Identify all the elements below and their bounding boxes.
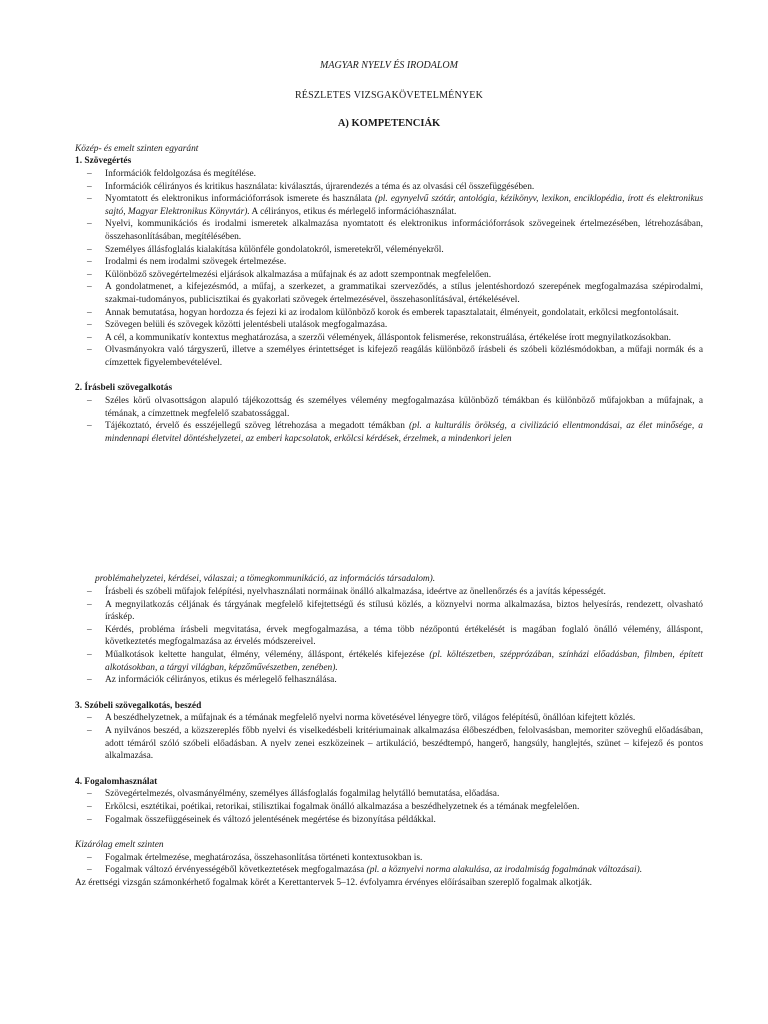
dash-bullet: – xyxy=(87,675,92,686)
list-item xyxy=(75,269,703,282)
section-4-list xyxy=(75,788,703,826)
item-text: Olvasmányokra való tárgyszerű, illetve a személyes érintettséget is kifejező reagálás különböző írásbeli és szóbeli közlésmódokban, a műfaji normák és a címzettek figyelembevételével. xyxy=(105,345,703,368)
list-item xyxy=(75,864,703,877)
item-text: A célirányos, etikus és mérlegelő információhasználat. xyxy=(249,206,457,217)
section-4-heading: 4. Fogalomhasználat xyxy=(75,776,158,787)
dash-bullet: – xyxy=(87,320,92,331)
item-text: Információk feldolgozása és megítélése. xyxy=(105,168,256,179)
section-2-list-continued xyxy=(75,586,703,687)
dash-bullet: – xyxy=(87,244,92,255)
dash-bullet: – xyxy=(87,852,92,863)
dash-bullet: – xyxy=(87,219,92,230)
dash-bullet: – xyxy=(87,587,92,598)
item-text: Műalkotások keltette hangulat, élmény, vélemény, álláspont, értékelés kifejezése xyxy=(105,650,430,660)
dash-bullet: – xyxy=(87,345,92,356)
item-text-italic: (pl. egynyelvű szótár, antológia, kézikönyv, lexikon, enciklopédia, írott és elektronikus sajtó, Magyar Elektronikus Könyvtár). xyxy=(105,194,703,217)
item-text: Irodalmi és nem irodalmi szövegek értelmezése. xyxy=(105,257,287,268)
item-text-italic: (pl. költészetben, szépprózában, színházi előadásban, filmben, épített alkotásokban, a tárgyi világban, képzőművészetben, zenében). xyxy=(105,650,703,673)
list-item xyxy=(75,674,703,687)
list-item xyxy=(75,801,703,814)
item-text: A beszédhelyzetnek, a műfajnak és a témának megfelelő nyelvi norma követésével lényegre törő, világos felépítésű, önállóan kifejtett közlés. xyxy=(105,713,636,724)
dash-bullet: – xyxy=(87,282,92,293)
section-1-heading: 1. Szövegértés xyxy=(75,156,132,167)
item-text: Az információk célirányos, etikus és mérlegelő felhasználása. xyxy=(105,675,337,686)
section-2-continuation: problémahelyzetei, kérdései, válaszai; a tömegkommunikáció, az információs társadalom). xyxy=(95,574,436,585)
item-text: Információk célirányos és kritikus használata: kiválasztás, újrarendezés a téma és az olvasási cél összefüggésében. xyxy=(105,181,535,192)
item-text: Kérdés, probléma írásbeli megvitatása, érvek megfogalmazása, a téma több nézőpontú értékelését is magában foglaló önálló vélemény, álláspont, következtetés megfogalmazása az érvelés módszereivel. xyxy=(105,624,703,648)
item-text: A cél, a kommunikatív kontextus meghatározása, a szerzői vélemények, álláspontok felismerése, rekonstruálása, értékelése írott megnyilatkozásokban. xyxy=(105,332,671,343)
dash-bullet: – xyxy=(87,307,92,318)
item-text: Szövegértelmezés, olvasmányélmény, személyes állásfoglalás fogalmilag helytálló bemutatása, előadása. xyxy=(105,789,500,800)
document-title: MAGYAR NYELV ÉS IRODALOM xyxy=(320,60,458,71)
list-item xyxy=(75,725,703,763)
list-item xyxy=(75,218,703,243)
item-text: Tájékoztató, érvelő és esszéjellegű szöveg létrehozása a megadott témákban xyxy=(105,421,410,432)
item-text: Fogalmak változó érvényességéből következtetések megfogalmazása xyxy=(105,865,367,876)
section-3-heading: 3. Szóbeli szövegalkotás, beszéd xyxy=(75,700,202,711)
item-text-italic: (pl. a kulturális örökség, a civilizáció ellentmondásai, az élet minősége, a mindennapi életvitel döntéshelyzetei, az emberi kapcsolatok, erkölcsi kérdések, érzelmek, a mindenkori jelen xyxy=(105,421,703,444)
list-item xyxy=(75,814,703,827)
dash-bullet: – xyxy=(87,194,92,205)
section-2-heading: 2. Írásbeli szövegalkotás xyxy=(75,383,173,394)
dash-bullet: – xyxy=(87,396,92,407)
dash-bullet: – xyxy=(87,789,92,800)
list-item xyxy=(75,193,703,218)
item-text-italic: (pl. a köznyelvi norma alakulása, az irodalmiság fogalmának változásai). xyxy=(366,865,643,876)
section-3-list xyxy=(75,712,703,762)
item-text: Fogalmak összefüggéseinek és változó jelentésének megértése és bizonyítása példákkal. xyxy=(105,814,436,825)
list-item xyxy=(75,624,703,649)
list-item xyxy=(75,181,703,194)
item-text: A nyilvános beszéd, a közszereplés főbb nyelvi és viselkedésbeli kritériumainak alkalmazása élőbeszédben, felolvasásban, memoriter szöveghű előadásában, adott témáról szóló szóbeli előadásban. A nyelv zenei eszközeinek – artikuláció, beszédtempó, hangerő, hangsúly, hanglejtés, szünet – kifejező és pontos alkalmazása. xyxy=(105,725,703,762)
item-text: A megnyilatkozás céljának és tárgyának megfelelő kifejtettségű és stílusú közlés, a köznyelvi norma alkalmazása, biztos helyesírás, rendezett, olvasható íráskép. xyxy=(105,599,703,623)
list-item xyxy=(75,332,703,345)
dash-bullet: – xyxy=(87,801,92,812)
section-5-list xyxy=(75,852,703,877)
dash-bullet: – xyxy=(87,168,92,179)
list-item xyxy=(75,788,703,801)
item-text: Nyomtatott és elektronikus információforrások ismerete és használata xyxy=(105,194,375,205)
item-text: Személyes állásfoglalás kialakítása különféle gondolatokról, ismeretekről, véleményekről. xyxy=(105,244,444,255)
list-item xyxy=(75,599,703,624)
list-item xyxy=(75,244,703,257)
dash-bullet: – xyxy=(87,181,92,192)
list-item xyxy=(75,712,703,725)
list-item xyxy=(75,852,703,865)
dash-bullet: – xyxy=(87,269,92,280)
list-item xyxy=(75,168,703,181)
dash-bullet: – xyxy=(87,257,92,268)
section-heading-competencies: A) KOMPETENCIÁK xyxy=(337,118,441,130)
item-text: Különböző szövegértelmezési eljárások alkalmazása a műfajnak és az adott szempontnak megfelelően. xyxy=(105,269,492,280)
list-item xyxy=(75,307,703,320)
document-page xyxy=(75,60,703,890)
list-item xyxy=(75,256,703,269)
level-note-advanced: Kizárólag emelt szinten xyxy=(75,840,164,851)
dash-bullet: – xyxy=(87,814,92,825)
dash-bullet: – xyxy=(87,421,92,432)
item-text: Erkölcsi, esztétikai, poétikai, retorikai, stilisztikai fogalmak önálló alkalmazása a beszédhelyzetnek és a témának megfelelően. xyxy=(105,801,580,812)
section-2-list xyxy=(75,395,703,445)
dash-bullet: – xyxy=(87,725,92,736)
list-item xyxy=(75,420,703,445)
document-subtitle: RÉSZLETES VIZSGAKÖVETELMÉNYEK xyxy=(294,89,484,101)
list-item xyxy=(75,344,703,369)
item-text: A gondolatmenet, a kifejezésmód, a műfaj, a szerkezet, a grammatikai szerveződés, a stílus jelentéshordozó szerepének megfogalmazása szépirodalmi, szakmai-tudományos, publicisztikai és gyakorlati szövegek értelmezésével, összehasonlításával, értékelésével. xyxy=(105,282,703,305)
level-note-both: Közép- és emelt szinten egyaránt xyxy=(75,143,199,154)
list-item xyxy=(75,586,703,599)
dash-bullet: – xyxy=(87,599,92,610)
list-item xyxy=(75,319,703,332)
list-item xyxy=(75,649,703,674)
list-item xyxy=(75,395,703,420)
section-1-list xyxy=(75,168,703,370)
item-text: Nyelvi, kommunikációs és irodalmi ismeretek alkalmazása nyomtatott és elektronikus információforrások szövegeinek értelmezésében, létrehozásában, összehasonlításában, megítélésében. xyxy=(105,219,703,242)
blank-space xyxy=(75,445,703,573)
dash-bullet: – xyxy=(87,624,92,635)
dash-bullet: – xyxy=(87,713,92,724)
item-text: Írásbeli és szóbeli műfajok felépítési, nyelvhasználati normáinak önálló alkalmazása, ideértve az önellenőrzés és a javítás képességét. xyxy=(105,587,606,598)
dash-bullet: – xyxy=(87,332,92,343)
item-text: Széles körű olvasottságon alapuló tájékozottság és személyes vélemény megfogalmazása különböző témákban és különböző műfajokban a műfajnak, a témának, a címzettnek megfelelő szabatossággal. xyxy=(105,396,703,419)
list-item xyxy=(75,281,703,306)
dash-bullet: – xyxy=(87,650,92,660)
item-text: Szövegen belüli és szövegek közötti jelentésbeli utalások megfogalmazása. xyxy=(105,320,388,331)
item-text: Fogalmak értelmezése, meghatározása, összehasonlítása történeti kontextusokban is. xyxy=(105,852,423,863)
dash-bullet: – xyxy=(87,865,92,876)
item-text: Annak bemutatása, hogyan hordozza és fejezi ki az irodalom különböző korok és emberek tapasztalatait, élményeit, gondolatait, erkölcsi megfontolásait. xyxy=(105,307,679,318)
closing-paragraph: Az érettségi vizsgán számonkérhető fogalmak körét a Kerettantervek 5–12. évfolyamra érvényes előírásaiban szereplő fogalmak alkotják. xyxy=(75,877,592,888)
